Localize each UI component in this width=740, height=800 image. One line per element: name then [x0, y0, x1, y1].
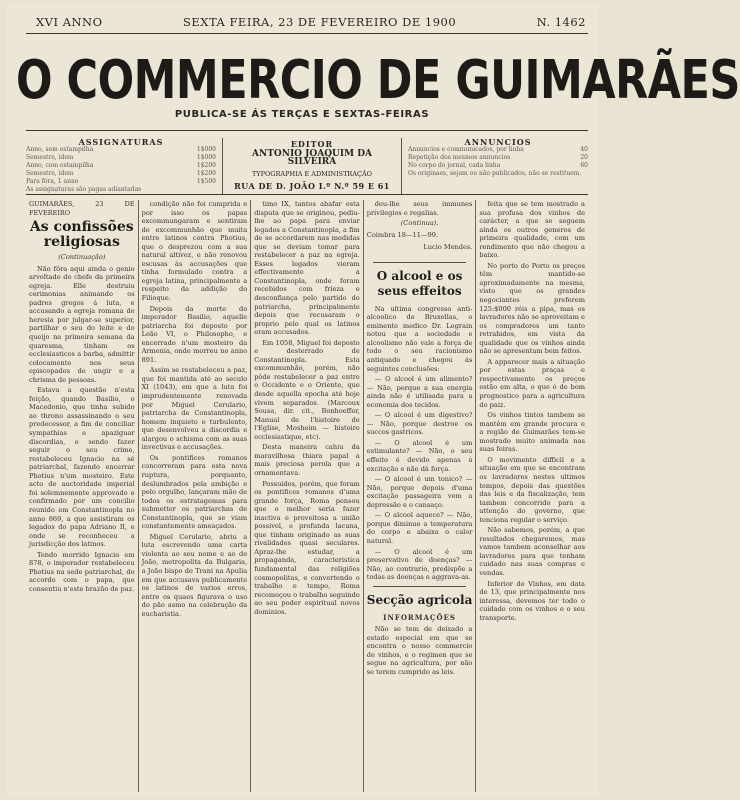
author-signature: Lucio Mendes. — [423, 243, 473, 252]
paragraph: Tendo morrido Ignacio em 878, o imperador restabeleceu Photius na sede patriarchal, do accordo com o papa, que consentiu n'este brazão de paz. — [29, 550, 135, 593]
masthead-rule — [26, 130, 588, 131]
paragraph: — O alcool aquece? — Não, porque diminue a temperatura do corpo e abaixa o calor natural. — [366, 511, 473, 545]
ad-note: Os originaes, sejam ou não publicados, não se restituem. — [408, 170, 582, 177]
editor-title: EDITOR — [290, 139, 334, 149]
paragraph: Miguel Cerulario, abriu a luta escrevendo uma carta violenta ao seu nome e ao de João, metropolita da Bulgaria, a João bispo de Trani na Apulia em que accusava publicamente os latinos de varios erros, entre os quaes figurava o uso do pão asmo na celebração da eucharistia. — [141, 532, 248, 618]
paragraph: — O alcool é um alimento? — Não, porque a sua energia ainda não é utilisada para a economia dos tecidos. — [366, 375, 473, 409]
paragraph: A apparecer mais a situação por estas praças e respectivamente os preços estão em alta, o que é de bom prognostico para a agricultura do paiz. — [479, 357, 585, 409]
subscription-row: Para fóra, 1 anno 1$500 — [26, 178, 216, 185]
paragraph: deu-lhe seus immunes privilegios e regalias. — [366, 200, 473, 217]
issue-number: N. 1462 — [536, 15, 586, 29]
paragraph: Desta maneira cahiu da maravilhosa thiara papal a mais preciosa perola que a ornamentava. — [254, 443, 360, 477]
dateline: GUIMARÃES, 23 DE FEVEREIRO — [29, 200, 135, 217]
paragraph: Possuidos, porém, que foram os pontifices romanos d'uma grande força, Roma pensou que o melhor seria fazer inactiva e proveitosa a união possivel, e profunda lacuna, que tinham originado as suas rivalidades quasi seculares. Apraz-lhe estudar, a propaganda, caracteristica fundamental das religiões cosmopolitas, e convertendo o trabalho e tempo, Roma recomeçou o trabalho seguindo ao seu poder espiritual novos dominios. — [254, 479, 360, 616]
paragraph: — O alcool é um digestivo? — Não, porque destroe os succos gastricos. — [366, 411, 473, 437]
paragraph: O movimento difficil e a situação em que se encontram os lavradores nestes ultimos tempos, depois das questões das leis e da fiscalização, tem tambem concorrido para a attenção do governo, que tenciona regular o serviço. — [479, 455, 585, 524]
masthead-subtitle: PUBLICA-SE ÁS TERÇAS E SEXTAS-FEIRAS — [174, 109, 430, 120]
column-4 — [364, 200, 477, 792]
masthead-title: O COMMERCIO DE GUIMARÃES — [16, 49, 740, 112]
editor-box — [223, 138, 402, 194]
subscription-row: Semestre, idem 1$000 — [26, 154, 216, 161]
subscriptions-title: ASSIGNATURAS — [78, 137, 164, 147]
column-2 — [139, 200, 252, 792]
subscription-note: As assignaturas são pagas adiantadas — [26, 186, 142, 193]
paragraph: Em 1058, Miguel foi deposto e desterrado de Constantinopla. Esta excommunhão, porém, não pôde restabelecer a paz entre o Occidente e o Oriente, que desde aquella epocha até hoje vivem separados. (Marcoux Sousa, dir. cit., Bonhoeffer, Manual de l'histoire de l'Eglise, Mosheim — histoire ecclesiastique, etc). — [254, 338, 360, 441]
paragraph: — O alcool é um estimulante? — Não, o seu effeito é devido apenas á excitação e não dá força. — [366, 438, 473, 473]
section-headline: Secção agricola — [366, 592, 473, 607]
ads-title: ANNUNCIOS — [464, 137, 532, 147]
editor-address: RUA DE D. JOÃO I.º N.º 59 E 61 — [234, 181, 390, 191]
paragraph: Na ultima congresso anti-alcoolico de Bruxellas, o eminente medico Dr. Legrain notou que a sociedade e alcoolismo não vale a força de todo o seu racionismo antiquado e chegou ás seguintes conclusões: — [366, 304, 473, 373]
subscription-row: Anno, com estampilha 1$200 — [26, 162, 216, 169]
article-columns — [26, 200, 588, 792]
subscription-row: Anno, sem estampilha 1$000 — [26, 146, 216, 153]
section-subheading: INFORMAÇÕES — [383, 612, 456, 622]
paragraph: Estava a questão n'esta feição, quando Basilio, o Macedonio, que tinha subido ao throno assassinando o seu predecessor, a fim de conciliar sympathias e apaziguar discordias, e sendo fazer seguir o seu crime, restabeleceu Ignacio na sé patriarchal, fazendo encerrar Photius n'um mosteiro. Este acto de auctoridade imperial foi solemnemente approvado e confirmado por um concilio reunido em Constantinopla no anno 869, a que assistiram os legados do papa Adriano II, e onde se reconheceu a jurisdicção dos latinos. — [29, 386, 135, 549]
column-1 — [26, 200, 139, 792]
paragraph: Depois da morte do imperador Basilio, aquelle patriarcha foi deposto por Leão VI, o Philosopho, e encerrado n'um mosteiro da Armenia, onde morreu no anno 891. — [141, 304, 248, 364]
column-3 — [251, 200, 364, 792]
paragraph: condição não foi cumprida e por isso os papas excommungaram e sentiram de excommunhão que muita entre latinos contra Photius, que o desprezou com a sua natural altivez, e não renovou escusas ás accusações que tinha formulado contra a egreja latina, principalmente a respeito da addição do Filioque. — [141, 200, 248, 303]
continuation-note: (Continuação) — [58, 253, 106, 262]
paragraph: Os vinhos tintos tambem se mantêm em grande procura e a região de Guimarães tem-se mostrado muito animada nas suas feiras. — [479, 411, 585, 454]
header-rule — [26, 33, 588, 34]
column-5 — [476, 200, 588, 792]
info-row — [26, 138, 588, 194]
paragraph: No porto do Porto os preços têm mantido-se aproximadamente na mesma, visto que os grandes negociantes preferem 125:$000 réis a pipa, mas os lavradores não se aproveitam e os compradores um tanto retrahidos, em vista da qualidade que os vinhos ainda não se apresentam bem feitos. — [479, 261, 585, 356]
newspaper-page — [6, 4, 740, 796]
ad-row: Repetição dos mesmos annuncios 20 — [408, 154, 588, 161]
article-headline: O alcool e os seus effeitos — [376, 268, 463, 298]
paragraph: — O alcool é um preservativo de doenças? — Não, ao contrario, predispõe a todas as doenças e aggrava-as. — [366, 547, 473, 582]
article-date: Coimbra 18—11—99. — [366, 230, 439, 239]
editor-name: ANTONIO JOAQUIM DA SILVEIRA — [251, 149, 373, 167]
separator — [373, 586, 467, 587]
continuation-note: (Continua). — [400, 219, 439, 228]
info-rule — [26, 194, 588, 195]
header-line — [36, 14, 586, 30]
ads-box — [402, 138, 588, 194]
paragraph: — O alcool é um tonico? — Não, porque depois d'uma excitação passageira vem a depressão e o cansaço. — [366, 475, 473, 509]
paragraph: Não se tem de deixado a estado especial em que se encontra o nosso commercio de vinhos, e o regimen que se segue na agricultura, por não se terem cumprido as leis. — [366, 625, 473, 676]
paragraph: Assim se restabeleceu a paz, que foi mantida até ao seculo XI (1043), em que a luta foi imprudentemente renovada por Miguel Cerulario, patriarcha de Constantinopla, homem inquieto e turbulento, que desenvolveu a discordia e alargou o schisma com as suas invectivas e accusações. — [141, 366, 248, 452]
paragraph: Não fôra aqui ainda o genio arvoltado do chefe da primeira egreja. Elle destruiu cerimonias animando os padres gregos á luta, e accusando a egreja romana de heresia por julgar-se superior, partilhar o seu do leite e do queijo na primeira semana da quaresma, tinham os ecclesiasticos a barba, admittir colocamente nos seus episcopados de ungir e a chrisma de pessoas. — [29, 264, 135, 384]
paragraph: Inferior de Vinhos, em data de 13, que principalmente nos interessa, devemos ter todo o cuidado com os vinhos e o seu transporte. — [479, 579, 585, 622]
ad-row: Annuncios e communicados, por linha 40 — [408, 146, 588, 153]
paragraph: timo IX, tantos abafar esta disputa que se originou, pediu-lhe ao papa para enviar legados a Constantinopla, a fim de se accordarem nas medidas que se deviam tomar para restabelecer a paz na egreja. Esses legados vieram effectivamente a Constantinopla, onde foram recebidos com frieza e desconfiança pelo partido do patriarcha, principalmente depois que recusaram o proprio pelo qual os latinos eram accusados. — [254, 200, 360, 337]
issue-date: SEXTA FEIRA, 23 DE FEVEREIRO DE 1900 — [182, 15, 457, 29]
article-headline: As confissões religiosas — [29, 219, 134, 251]
paragraph: feita que se tem mostrado a sua profusa dos vinhos de carácter, a que se seguem ainda os outros generos de primeira qualidade, com um rendimento que não chegou a baixo. — [479, 200, 585, 260]
paragraph: Não sabemos, porém, a que resultados chegaremos, mas vamos tambem aconselhar aos lavradores para que tenham cuidado nas suas compras e vendas. — [479, 526, 585, 577]
subscription-row: Semestre, idem 1$200 — [26, 170, 216, 177]
ad-row: No corpo do jornal, cada linha 60 — [408, 162, 588, 169]
issue-year: XVI ANNO — [36, 15, 103, 29]
editor-office: TYPOGRAPHIA E ADMINISTRAÇÃO — [251, 170, 373, 178]
separator — [373, 262, 467, 263]
subscriptions-box — [26, 138, 223, 194]
paragraph: Os pontifices romanos concorreram para esta nova ruptura, porquanto, deslumbrados pela ambição e pelo orgulho, lançaram mão de todos os estratagemas para submetter os patriarchas de Constantinopla, que se viam constantemente ameaçados. — [141, 453, 248, 531]
